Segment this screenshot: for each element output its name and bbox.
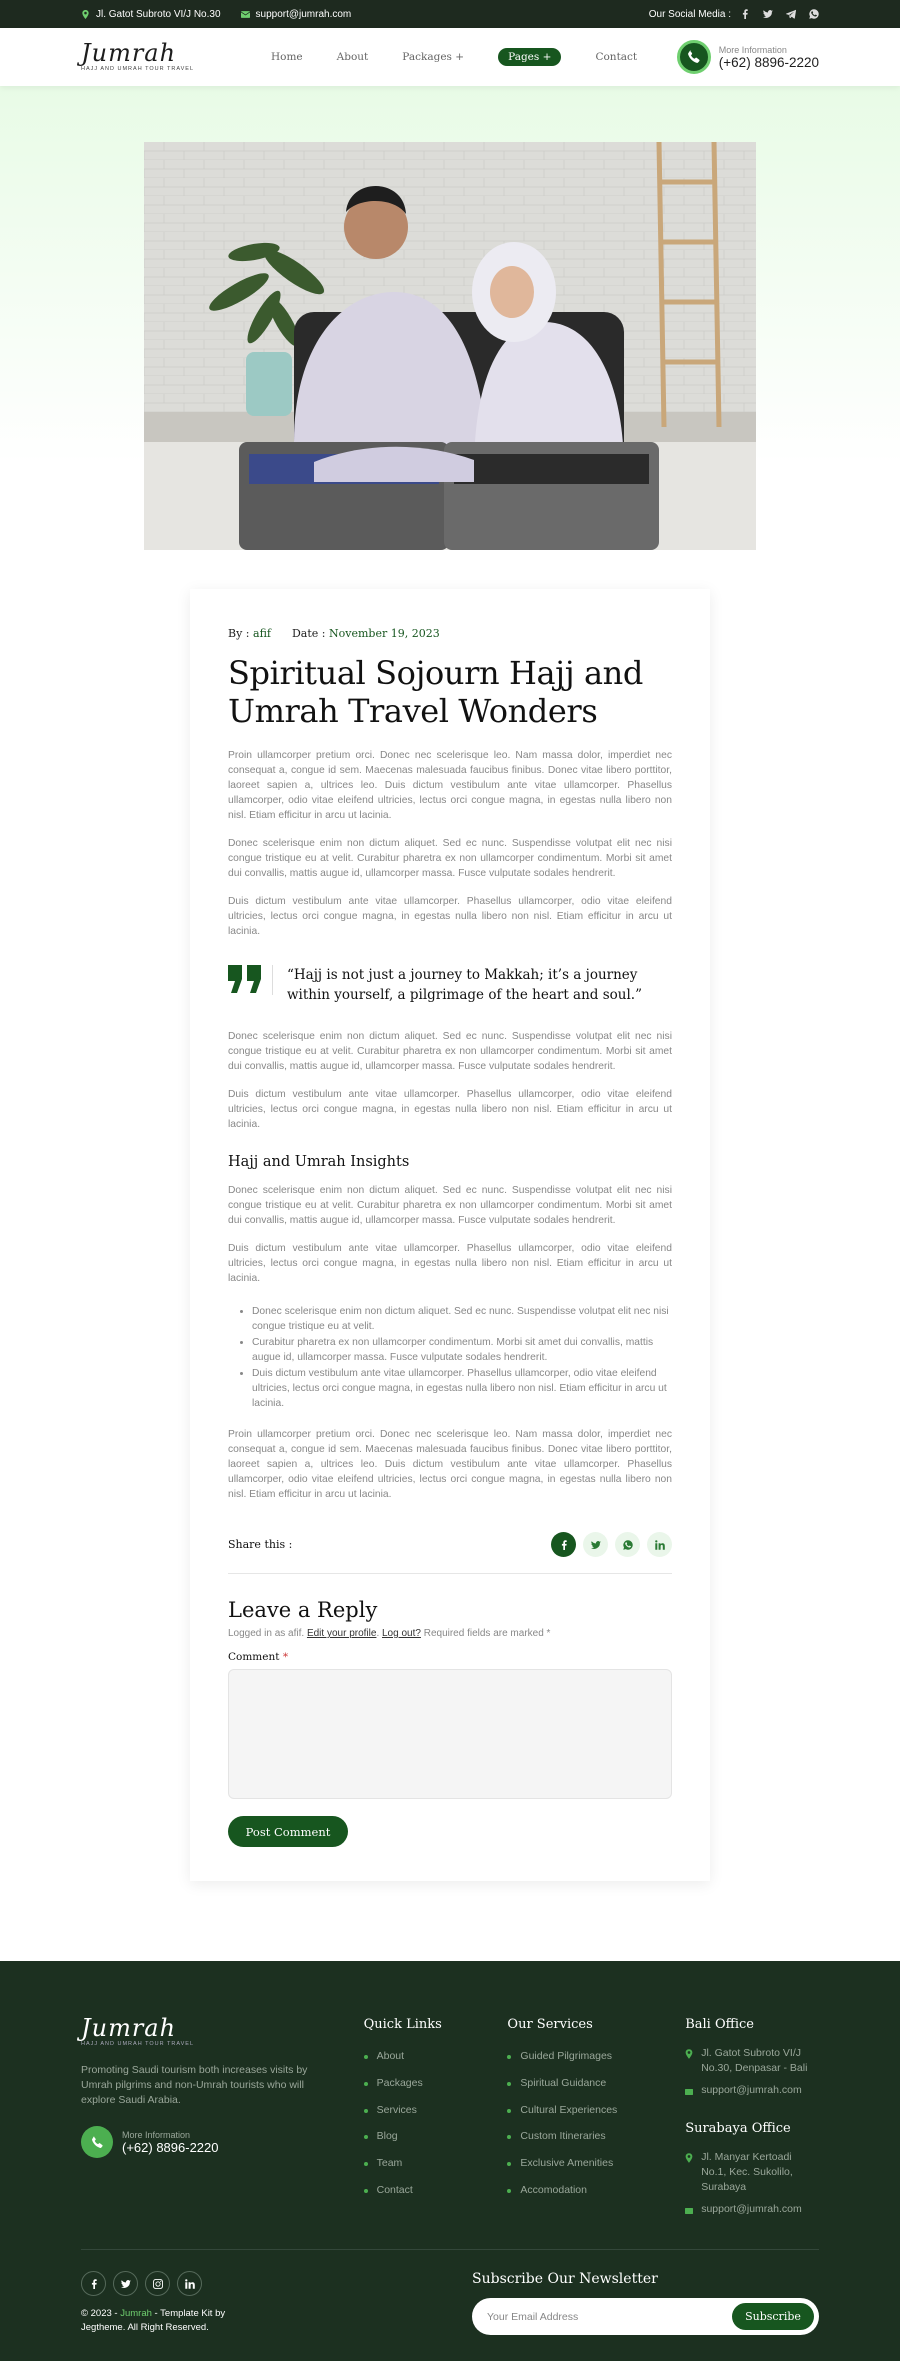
surabaya-email-text: support@jumrah.com — [701, 2203, 802, 2215]
bali-email[interactable] — [685, 2084, 819, 2097]
post-meta — [228, 627, 672, 640]
footer-bottom-left — [81, 2271, 225, 2335]
phone-icon — [81, 2126, 113, 2158]
social-media-label: Our Social Media : — [648, 8, 731, 20]
date-label: Date : — [291, 627, 326, 640]
by-label: By : — [228, 627, 250, 640]
plus-icon: + — [455, 51, 465, 63]
topbar-social-icons — [739, 9, 819, 20]
header-phone-text — [719, 45, 819, 70]
paragraph: Duis dictum vestibulum ante vitae ullamcorper. Phasellus ullamcorper, odio vitae eleifend ultricies, lectus orci congue magna, in egestas nulla libero non nisl. Etiam efficitur in arcu ut lacinia. — [228, 1243, 672, 1284]
required-note: Required fields are marked * — [423, 1628, 551, 1639]
footer-link-team[interactable]: Team — [364, 2157, 508, 2184]
subscribe-button[interactable]: Subscribe — [732, 2303, 814, 2330]
footer-service-item[interactable]: Exclusive Amenities — [507, 2157, 685, 2184]
bali-address-text: Jl. Gatot Subroto VI/J No.30, Denpasar - Bali — [701, 2047, 808, 2074]
footer-link-contact[interactable]: Contact — [364, 2184, 508, 2211]
paragraph: Proin ullamcorper pretium orci. Donec nec scelerisque leo. Nam massa dolor, imperdiet nec consequat a, congue id sem. Maecenas malesuada faucibus finibus. Donec vitae libero porttitor, laoreet sapien a, ultrices leo. Duis dictum vestibulum ante vitae ullamcorper. Phasellus ullamcorper, odio vitae eleifend ultricies, lectus orci congue magna, in egestas nulla libero non nisl. Etiam efficitur in arcu ut lacinia. — [228, 1429, 672, 1500]
mail-icon — [241, 10, 250, 19]
footer-service-item[interactable]: Spiritual Guidance — [507, 2077, 685, 2104]
bali-address — [685, 2046, 819, 2076]
list-item: • Curabitur pharetra ex non ullamcorper condimentum. Morbi sit amet dui convallis, mattis augue id, ullamcorper massa. Fusce vulputate sodales hendrerit. — [252, 1335, 672, 1365]
footer-social-icons — [81, 2271, 225, 2296]
footer-offices — [685, 2017, 819, 2216]
logo-wordmark: Jumrah — [81, 39, 177, 67]
logged-in-note: Logged in as afif. Edit your profile. Log out? Required fields are marked * — [228, 1628, 551, 1639]
header-phone[interactable] — [677, 40, 819, 74]
share-whatsapp-icon[interactable] — [615, 1532, 640, 1557]
footer-phone[interactable] — [81, 2126, 364, 2158]
telegram-icon[interactable] — [785, 9, 796, 20]
logout-link[interactable]: Log out? — [382, 1628, 421, 1639]
main-nav — [271, 48, 637, 66]
footer-instagram-icon[interactable] — [145, 2271, 170, 2296]
copyright-prefix: © 2023 - — [81, 2308, 118, 2319]
site-header — [0, 28, 900, 86]
paragraph: Duis dictum vestibulum ante vitae ullamcorper. Phasellus ullamcorper, odio vitae eleifend ultricies, lectus orci congue magna, in egestas nulla libero non nisl. Etiam efficitur in arcu ut lacinia. — [228, 1089, 672, 1130]
surabaya-office-title: Surabaya Office — [685, 2121, 791, 2136]
footer-link-about[interactable]: About — [364, 2050, 508, 2077]
footer-phone-label: More Information — [122, 2129, 191, 2140]
footer-link-blog[interactable]: Blog — [364, 2130, 508, 2157]
footer-services — [507, 2017, 685, 2216]
footer-logo-tagline: HAJJ AND UMRAH TOUR TRAVEL — [81, 2041, 194, 2047]
footer-logo-wordmark[interactable]: Jumrah — [81, 2014, 177, 2042]
post-author[interactable]: afif — [253, 627, 271, 640]
reply-title: Leave a Reply — [228, 1598, 378, 1622]
quote-text: “Hajj is not just a journey to Makkah; it’s a journey within yourself, a pilgrimage of the heart and soul.” — [287, 967, 642, 1003]
blockquote — [228, 965, 672, 1005]
quote-icon — [228, 965, 273, 995]
nav-pages-label: Pages — [508, 51, 540, 63]
footer-description: Promoting Saudi tourism both increases visits by Umrah pilgrims and non-Umrah tourists who will explore Saudi Arabia. — [81, 2064, 308, 2106]
quick-links-title: Quick Links — [363, 2017, 442, 2032]
nav-about[interactable]: About — [336, 51, 369, 63]
edit-profile-link[interactable]: Edit your profile — [306, 1628, 377, 1639]
required-mark: * — [282, 1651, 289, 1663]
topbar-address — [81, 9, 221, 20]
share-linkedin-icon[interactable] — [647, 1532, 672, 1557]
share-facebook-icon[interactable] — [551, 1532, 576, 1557]
surabaya-address — [685, 2150, 819, 2195]
comment-textarea[interactable] — [228, 1669, 672, 1799]
post-title: Spiritual Sojourn Hajj and Umrah Travel Wonders — [228, 654, 643, 730]
phone-number: (+62) 8896-2220 — [718, 54, 819, 70]
comment-label — [228, 1651, 672, 1663]
list-item: • Duis dictum vestibulum ante vitae ullamcorper. Phasellus ullamcorper, odio vitae eleifend ultricies, lectus orci congue magna, in egestas nulla libero non nisl. Etiam efficitur in arcu ut lacinia. — [252, 1366, 672, 1411]
footer-service-item[interactable]: Custom Itineraries — [507, 2130, 685, 2157]
list-item: • Donec scelerisque enim non dictum aliquet. Sed ec nunc. Suspendisse volutpat elit nec nisi congue tristique eu at velit. — [252, 1304, 672, 1334]
post-date: November 19, 2023 — [329, 627, 440, 640]
newsletter-title: Subscribe Our Newsletter — [472, 2271, 658, 2287]
footer-link-packages[interactable]: Packages — [364, 2077, 508, 2104]
bullet-list — [252, 1304, 672, 1411]
article-card — [190, 589, 710, 1881]
twitter-icon[interactable] — [762, 9, 773, 20]
footer-facebook-icon[interactable] — [81, 2271, 106, 2296]
copyright-brand[interactable]: Jumrah — [120, 2308, 152, 2319]
newsletter-email-input[interactable] — [487, 2311, 732, 2323]
nav-packages-label: Packages — [402, 51, 452, 63]
footer-linkedin-icon[interactable] — [177, 2271, 202, 2296]
footer-quick-links — [364, 2017, 508, 2216]
mail-icon — [685, 2206, 693, 2216]
services-title: Our Services — [507, 2017, 593, 2032]
couple-packing-illustration — [144, 142, 756, 550]
share-bar — [228, 1532, 672, 1574]
post-comment-button[interactable]: Post Comment — [228, 1816, 348, 1847]
nav-contact[interactable]: Contact — [595, 51, 638, 63]
footer-divider — [81, 2249, 819, 2250]
plus-icon: + — [542, 51, 552, 63]
section-heading: Hajj and Umrah Insights — [228, 1154, 410, 1170]
featured-image — [144, 142, 756, 550]
footer-service-item[interactable]: Accomodation — [507, 2184, 685, 2211]
copyright — [81, 2307, 225, 2335]
hero-band — [0, 86, 900, 506]
footer-phone-text — [122, 2130, 219, 2155]
bali-office-title: Bali Office — [685, 2017, 754, 2032]
footer-service-item[interactable]: Guided Pilgrimages — [507, 2050, 685, 2077]
nav-packages[interactable] — [402, 51, 464, 63]
footer-twitter-icon[interactable] — [113, 2271, 138, 2296]
site-logo[interactable] — [81, 39, 201, 72]
share-icons — [551, 1532, 672, 1557]
topbar-address-text: Jl. Gatot Subroto VI/J No.30 — [96, 8, 221, 20]
topbar-email[interactable] — [241, 9, 352, 20]
bali-email-text: support@jumrah.com — [701, 2084, 802, 2096]
footer-link-services[interactable]: Services — [364, 2104, 508, 2131]
whatsapp-icon[interactable] — [808, 9, 819, 20]
newsletter — [472, 2271, 819, 2335]
nav-home[interactable]: Home — [271, 51, 303, 63]
location-pin-icon — [685, 2049, 693, 2059]
facebook-icon[interactable] — [739, 9, 750, 20]
phone-icon — [677, 40, 711, 74]
footer-brand — [81, 2014, 364, 2216]
nav-pages[interactable] — [498, 48, 561, 66]
newsletter-form — [472, 2298, 819, 2335]
topbar-email-text: support@jumrah.com — [255, 8, 352, 20]
paragraph: Duis dictum vestibulum ante vitae ullamcorper. Phasellus ullamcorper, odio vitae eleifend ultricies, lectus orci congue magna, in egestas nulla libero non nisl. Etiam efficitur in arcu ut lacinia. — [228, 896, 672, 937]
paragraph: Donec scelerisque enim non dictum aliquet. Sed ec nunc. Suspendisse volutpat elit nec nisi congue tristique eu at velit. Curabitur pharetra ex non ullamcorper condimentum. Morbi sit amet dui convallis, mattis augue id, ullamcorper massa. Fusce vulputate sodales hendrerit. — [228, 838, 672, 879]
location-pin-icon — [685, 2153, 693, 2163]
paragraph: Donec scelerisque enim non dictum aliquet. Sed ec nunc. Suspendisse volutpat elit nec nisi congue tristique eu at velit. Curabitur pharetra ex non ullamcorper condimentum. Morbi sit amet dui convallis, mattis augue id, ullamcorper massa. Fusce vulputate sodales hendrerit. — [228, 1185, 672, 1226]
logo-tagline: HAJJ AND UMRAH TOUR TRAVEL — [81, 66, 194, 72]
copyright-line2: Jegtheme. All Right Reserved. — [81, 2322, 209, 2333]
footer-service-item[interactable]: Cultural Experiences — [507, 2104, 685, 2131]
logged-in-text: Logged in as afif. — [228, 1628, 305, 1639]
phone-label: More Information — [718, 44, 787, 55]
location-pin-icon — [81, 10, 90, 19]
copyright-suffix: - Template Kit by — [154, 2308, 226, 2319]
surabaya-email[interactable] — [685, 2203, 819, 2216]
paragraph: Donec scelerisque enim non dictum aliquet. Sed ec nunc. Suspendisse volutpat elit nec nisi congue tristique eu at velit. Curabitur pharetra ex non ullamcorper condimentum. Morbi sit amet dui convallis, mattis augue id, ullamcorper massa. Fusce vulputate sodales hendrerit. — [228, 1031, 672, 1072]
paragraph: Proin ullamcorper pretium orci. Donec nec scelerisque leo. Nam massa dolor, imperdiet nec consequat a, congue id sem. Maecenas malesuada faucibus finibus. Donec vitae libero porttitor, laoreet sapien a, ultrices leo. Duis dictum vestibulum ante vitae ullamcorper. Phasellus ullamcorper, odio vitae eleifend ultricies, lectus orci congue magna, in egestas nulla libero non nisl. Etiam efficitur in arcu ut lacinia. — [228, 750, 672, 821]
surabaya-address-text: Jl. Manyar Kertoadi No.1, Kec. Sukolilo, Surabaya — [701, 2151, 793, 2193]
top-bar — [0, 0, 900, 28]
share-twitter-icon[interactable] — [583, 1532, 608, 1557]
footer-phone-number: (+62) 8896-2220 — [122, 2139, 219, 2155]
site-footer — [0, 1961, 900, 2361]
share-label: Share this : — [228, 1538, 293, 1551]
mail-icon — [685, 2087, 693, 2097]
comment-label-text: Comment — [228, 1651, 280, 1663]
